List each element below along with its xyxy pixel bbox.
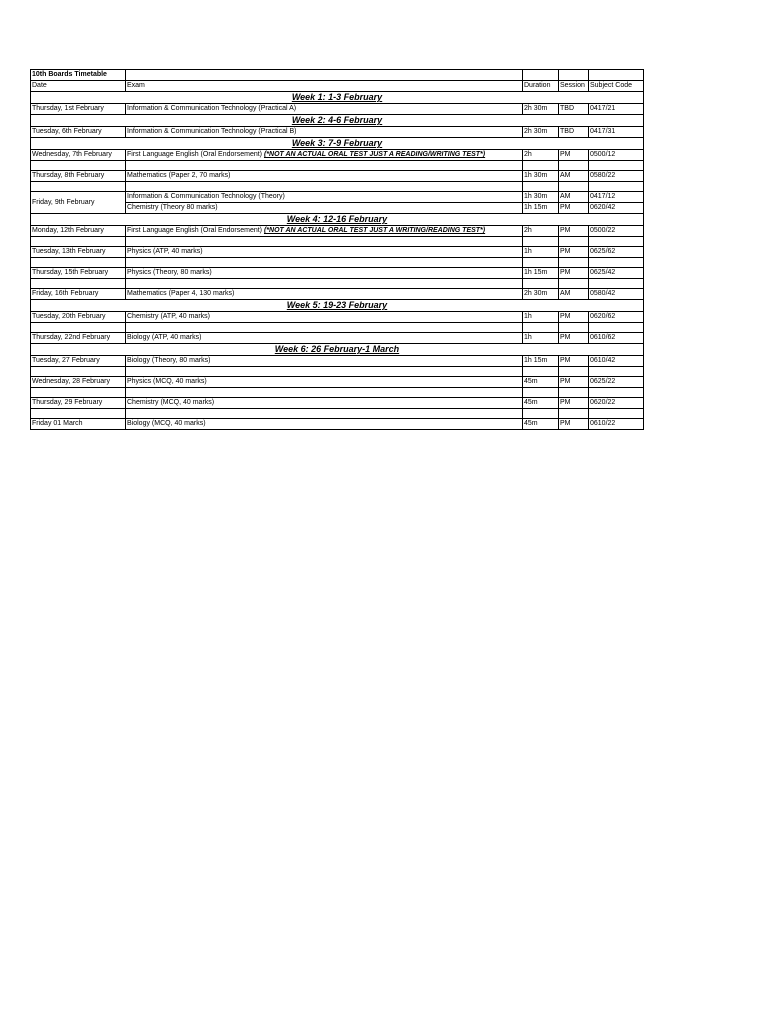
exam-name: Mathematics (Paper 4, 130 marks)	[127, 290, 235, 297]
exam-row	[31, 104, 644, 115]
exam-date: Tuesday, 6th February	[31, 127, 126, 138]
empty-cell	[589, 367, 644, 377]
exam-row	[31, 247, 644, 258]
empty-cell	[589, 388, 644, 398]
exam-name-cell	[126, 268, 523, 279]
empty-cell	[523, 409, 559, 419]
empty-cell	[126, 279, 523, 289]
exam-session: AM	[559, 171, 589, 182]
spacer-row	[31, 388, 644, 398]
exam-row	[31, 192, 644, 203]
empty-cell	[559, 161, 589, 171]
exam-date: Monday, 12th February	[31, 226, 126, 237]
exam-subject-code: 0580/22	[589, 171, 644, 182]
exam-subject-code: 0500/22	[589, 226, 644, 237]
title-row	[31, 70, 644, 81]
exam-name-cell	[126, 398, 523, 409]
week-label: Week 6: 26 February-1 March	[31, 344, 644, 356]
exam-name: Biology (ATP, 40 marks)	[127, 334, 202, 341]
exam-name: Physics (ATP, 40 marks)	[127, 248, 203, 255]
timetable-sheet	[30, 69, 644, 430]
exam-subject-code: 0417/31	[589, 127, 644, 138]
exam-date: Tuesday, 20th February	[31, 312, 126, 323]
exam-subject-code: 0417/12	[589, 192, 644, 203]
exam-name-cell	[126, 377, 523, 388]
exam-name-cell	[126, 312, 523, 323]
exam-name-cell	[126, 171, 523, 182]
week-header-row	[31, 92, 644, 104]
exam-row	[31, 333, 644, 344]
exam-session: PM	[559, 377, 589, 388]
empty-cell	[126, 182, 523, 192]
exam-date: Thursday, 15th February	[31, 268, 126, 279]
exam-subject-code: 0620/22	[589, 398, 644, 409]
week-header-row	[31, 344, 644, 356]
exam-name: Chemistry (Theory 80 marks)	[126, 203, 523, 214]
header-duration: Duration	[523, 81, 559, 92]
week-header-row	[31, 138, 644, 150]
exam-session: TBD	[559, 104, 589, 115]
week-label: Week 4: 12-16 February	[31, 214, 644, 226]
exam-date: Thursday, 29 February	[31, 398, 126, 409]
exam-duration: 45m	[523, 377, 559, 388]
exam-name: Mathematics (Paper 2, 70 marks)	[127, 172, 231, 179]
exam-subject-code: 0625/42	[589, 268, 644, 279]
exam-date: Wednesday, 7th February	[31, 150, 126, 161]
spacer-row	[31, 279, 644, 289]
spacer-row	[31, 161, 644, 171]
exam-name: Physics (Theory, 80 marks)	[127, 269, 212, 276]
exam-session: PM	[559, 150, 589, 161]
empty-cell	[559, 258, 589, 268]
exam-row	[31, 356, 644, 367]
empty-cell	[523, 182, 559, 192]
empty-cell	[559, 237, 589, 247]
exam-duration: 2h 30m	[523, 104, 559, 115]
empty-cell	[31, 279, 126, 289]
empty-cell	[559, 367, 589, 377]
exam-date: Thursday, 8th February	[31, 171, 126, 182]
empty-cell	[31, 237, 126, 247]
exam-row	[31, 289, 644, 300]
empty-cell	[589, 323, 644, 333]
empty-cell	[523, 161, 559, 171]
empty-cell	[589, 182, 644, 192]
exam-date: Friday, 16th February	[31, 289, 126, 300]
timetable-table	[30, 69, 644, 430]
empty-cell	[523, 323, 559, 333]
empty-cell	[31, 409, 126, 419]
empty-cell	[559, 323, 589, 333]
exam-subject-code: 0620/62	[589, 312, 644, 323]
exam-duration: 1h 30m	[523, 171, 559, 182]
header-exam: Exam	[126, 81, 523, 92]
empty-cell	[589, 258, 644, 268]
exam-session: AM	[559, 192, 589, 203]
exam-subject-code: 0625/62	[589, 247, 644, 258]
empty-cell	[31, 367, 126, 377]
exam-name: Information & Communication Technology (Practical B)	[127, 128, 297, 135]
exam-subject-code: 0417/21	[589, 104, 644, 115]
header-session: Session	[559, 81, 589, 92]
week-header-row	[31, 300, 644, 312]
exam-row	[31, 312, 644, 323]
exam-name: Information & Communication Technology (Practical A)	[127, 105, 297, 112]
exam-subject-code: 0610/22	[589, 419, 644, 430]
exam-row	[31, 226, 644, 237]
exam-session: PM	[559, 312, 589, 323]
exam-date: Wednesday, 28 February	[31, 377, 126, 388]
exam-name-cell	[126, 127, 523, 138]
exam-subject-code: 0610/42	[589, 356, 644, 367]
exam-duration: 1h 15m	[523, 268, 559, 279]
exam-duration: 2h	[523, 150, 559, 161]
exam-name: Chemistry (MCQ, 40 marks)	[127, 399, 215, 406]
exam-name-cell	[126, 104, 523, 115]
exam-row	[31, 377, 644, 388]
week-label: Week 1: 1-3 February	[31, 92, 644, 104]
exam-session: PM	[559, 268, 589, 279]
exam-name: Chemistry (ATP, 40 marks)	[127, 313, 210, 320]
empty-cell	[523, 279, 559, 289]
empty-cell	[523, 258, 559, 268]
week-label: Week 5: 19-23 February	[31, 300, 644, 312]
week-header-row	[31, 214, 644, 226]
exam-row	[31, 398, 644, 409]
exam-duration: 45m	[523, 398, 559, 409]
exam-session: PM	[559, 419, 589, 430]
empty-cell	[589, 237, 644, 247]
exam-date: Tuesday, 27 February	[31, 356, 126, 367]
empty-cell	[31, 161, 126, 171]
empty-cell	[31, 323, 126, 333]
exam-duration: 2h 30m	[523, 289, 559, 300]
empty-cell	[523, 237, 559, 247]
spacer-row	[31, 367, 644, 377]
empty-cell	[126, 237, 523, 247]
exam-row	[31, 268, 644, 279]
exam-name-cell	[126, 289, 523, 300]
week-header-row	[31, 115, 644, 127]
exam-name-cell	[126, 356, 523, 367]
exam-duration: 2h 30m	[523, 127, 559, 138]
empty-cell	[126, 161, 523, 171]
week-label: Week 2: 4-6 February	[31, 115, 644, 127]
exam-subject-code: 0610/62	[589, 333, 644, 344]
exam-session: PM	[559, 333, 589, 344]
empty-cell	[589, 279, 644, 289]
spacer-row	[31, 409, 644, 419]
empty-cell	[559, 388, 589, 398]
empty-cell	[559, 409, 589, 419]
exam-name-cell	[126, 419, 523, 430]
exam-date: Tuesday, 13th February	[31, 247, 126, 258]
exam-session: PM	[559, 398, 589, 409]
empty-cell	[523, 367, 559, 377]
header-row	[31, 81, 644, 92]
exam-date: Thursday, 1st February	[31, 104, 126, 115]
exam-row	[31, 150, 644, 161]
exam-session: AM	[559, 289, 589, 300]
exam-name-cell	[126, 226, 523, 237]
exam-name: Biology (MCQ, 40 marks)	[127, 420, 206, 427]
exam-session: TBD	[559, 127, 589, 138]
exam-session: PM	[559, 247, 589, 258]
exam-date: Friday, 9th February	[31, 192, 126, 214]
header-subject-code: Subject Code	[589, 81, 644, 92]
empty-cell	[31, 182, 126, 192]
exam-duration: 1h	[523, 247, 559, 258]
week-label: Week 3: 7-9 February	[31, 138, 644, 150]
empty-cell	[589, 409, 644, 419]
sheet-title: 10th Boards Timetable	[31, 70, 126, 81]
spacer-row	[31, 323, 644, 333]
exam-name: First Language English (Oral Endorsement)	[127, 151, 263, 158]
empty-cell	[523, 388, 559, 398]
exam-name: Information & Communication Technology (Theory)	[126, 192, 523, 203]
spacer-row	[31, 258, 644, 268]
exam-date: Thursday, 22nd February	[31, 333, 126, 344]
exam-name: First Language English (Oral Endorsement)	[127, 227, 263, 234]
exam-subject-code: 0620/42	[589, 203, 644, 214]
empty-cell	[589, 161, 644, 171]
exam-duration: 45m	[523, 419, 559, 430]
exam-row	[31, 171, 644, 182]
empty-cell	[559, 279, 589, 289]
exam-date: Friday 01 March	[31, 419, 126, 430]
empty-cell	[126, 323, 523, 333]
exam-row	[31, 127, 644, 138]
empty-cell	[31, 258, 126, 268]
exam-duration: 2h	[523, 226, 559, 237]
exam-duration: 1h	[523, 312, 559, 323]
empty-cell	[559, 182, 589, 192]
exam-note: (*NOT AN ACTUAL ORAL TEST JUST A WRITING/READING TEST*)	[263, 227, 486, 234]
exam-session: PM	[559, 356, 589, 367]
exam-session: PM	[559, 226, 589, 237]
exam-subject-code: 0580/42	[589, 289, 644, 300]
spacer-row	[31, 237, 644, 247]
empty-cell	[126, 258, 523, 268]
exam-name-cell	[126, 247, 523, 258]
empty-cell	[126, 388, 523, 398]
exam-duration: 1h	[523, 333, 559, 344]
empty-cell	[126, 367, 523, 377]
exam-name: Biology (Theory, 80 marks)	[127, 357, 211, 364]
exam-name-cell	[126, 150, 523, 161]
exam-duration: 1h 15m	[523, 356, 559, 367]
exam-subject-code: 0500/12	[589, 150, 644, 161]
empty-cell	[31, 388, 126, 398]
exam-duration: 1h 30m	[523, 192, 559, 203]
spacer-row	[31, 182, 644, 192]
exam-session: PM	[559, 203, 589, 214]
exam-name: Physics (MCQ, 40 marks)	[127, 378, 207, 385]
exam-duration: 1h 15m	[523, 203, 559, 214]
exam-note: (*NOT AN ACTUAL ORAL TEST JUST A READING/WRITING TEST*)	[263, 151, 486, 158]
empty-cell	[126, 409, 523, 419]
exam-row	[31, 419, 644, 430]
exam-subject-code: 0625/22	[589, 377, 644, 388]
header-date: Date	[31, 81, 126, 92]
exam-name-cell	[126, 333, 523, 344]
